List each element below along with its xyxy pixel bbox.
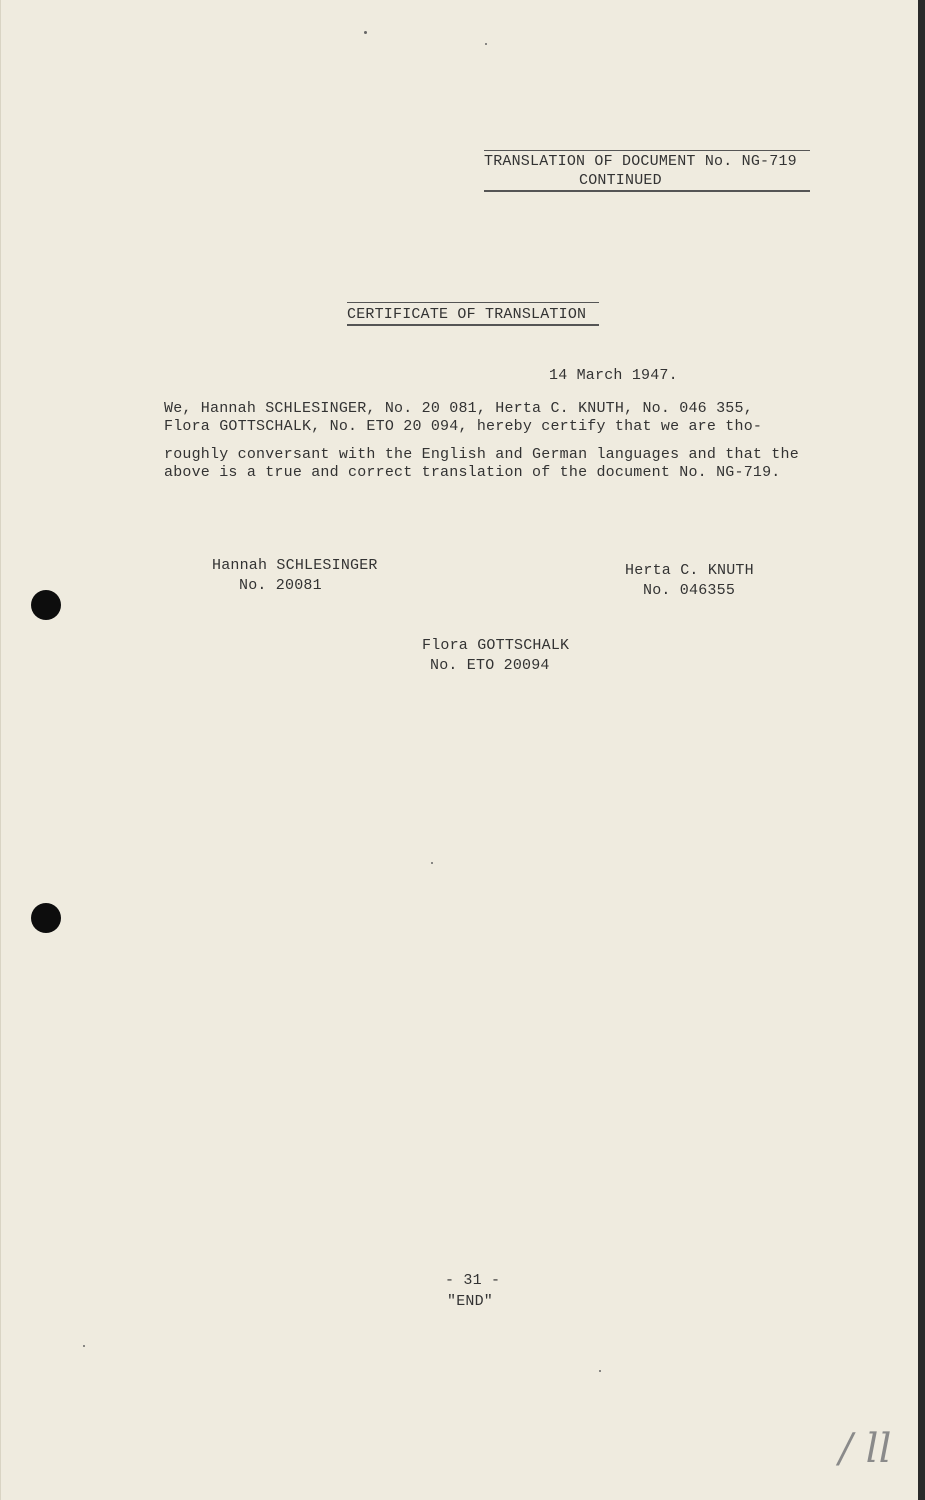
title-top-rule [347, 302, 599, 303]
punch-hole-top [31, 590, 61, 620]
certificate-body-line: We, Hannah SCHLESINGER, No. 20 081, Herta C. KNUTH, No. 046 355, [164, 400, 753, 417]
end-mark: "END" [447, 1293, 494, 1310]
punch-hole-bottom [31, 903, 61, 933]
paper-speck [364, 31, 367, 34]
header-top-rule [484, 150, 810, 151]
header-document-title: TRANSLATION OF DOCUMENT No. NG-719 [484, 153, 797, 170]
certificate-body-line: Flora GOTTSCHALK, No. ETO 20 094, hereby certify that we are tho- [164, 418, 763, 435]
signatory-name: Flora GOTTSCHALK [422, 637, 570, 654]
certificate-title: CERTIFICATE OF TRANSLATION [347, 306, 587, 323]
header-bottom-rule [484, 190, 810, 192]
certificate-body-line: above is a true and correct translation of the document No. NG-719. [164, 464, 781, 481]
signatory-number: No. 046355 [643, 582, 736, 599]
certificate-date: 14 March 1947. [549, 367, 678, 384]
certificate-body-line: roughly conversant with the English and German languages and that the [164, 446, 799, 463]
signatory-name: Herta C. KNUTH [625, 562, 754, 579]
header-continued: CONTINUED [579, 172, 662, 189]
page-number: - 31 - [445, 1272, 501, 1289]
paper-speck [431, 862, 433, 864]
title-bottom-rule [347, 324, 599, 326]
signatory-number: No. 20081 [239, 577, 322, 594]
signatory-name: Hannah SCHLESINGER [212, 557, 378, 574]
signatory-number: No. ETO 20094 [430, 657, 550, 674]
paper-speck [83, 1345, 85, 1347]
paper-speck [599, 1370, 601, 1372]
paper-speck [485, 43, 487, 45]
handwritten-mark: / ll [839, 1426, 892, 1472]
